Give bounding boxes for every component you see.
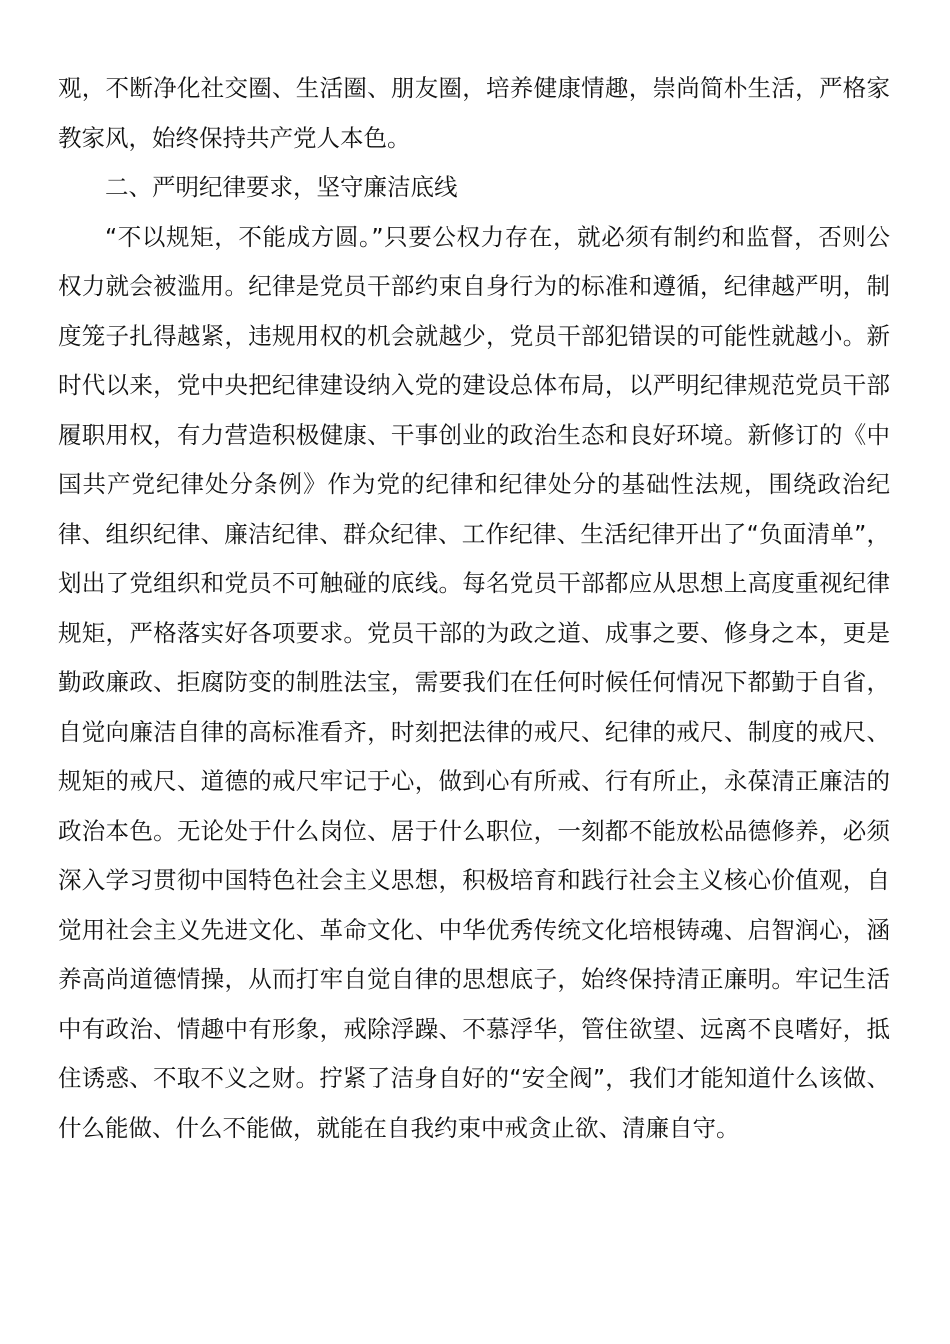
document-page xyxy=(58,64,890,1153)
body-paragraph: “不以规矩，不能成方圆。”只要公权力存在，就必须有制约和监督，否则公权力就会被滥用。纪律是党员干部约束自身行为的标准和遵循，纪律越严明，制度笼子扎得越紧，违规用权的机会就越少，党员干部犯错误的可能性就越小。新时代以来，党中央把纪律建设纳入党的建设总体布局，以严明纪律规范党员干部履职用权，有力营造积极健康、干事创业的政治生态和良好环境。新修订的《中国共产党纪律处分条例》作为党的纪律和纪律处分的基础性法规，围绕政治纪律、组织纪律、廉洁纪律、群众纪律、工作纪律、生活纪律开出了“负面清单”，划出了党组织和党员不可触碰的底线。每名党员干部都应从思想上高度重视纪律规矩，严格落实好各项要求。党员干部的为政之道、成事之要、修身之本，更是勤政廉政、拒腐防变的制胜法宝，需要我们在任何时候任何情况下都勤于自省，自觉向廉洁自律的高标准看齐，时刻把法律的戒尺、纪律的戒尺、制度的戒尺、规矩的戒尺、道德的戒尺牢记于心，做到心有所戒、行有所止，永葆清正廉洁的政治本色。无论处于什么岗位、居于什么职位，一刻都不能放松品德修养，必须深入学习贯彻中国特色社会主义思想，积极培育和践行社会主义核心价值观，自觉用社会主义先进文化、革命文化、中华优秀传统文化培根铸魂、启智润心，涵养高尚道德情操，从而打牢自觉自律的思想底子，始终保持清正廉明。牢记生活中有政治、情趣中有形象，戒除浮躁、不慕浮华，管住欲望、远离不良嗜好，抵住诱惑、不取不义之财。拧紧了洁身自好的“安全阀”，我们才能知道什么该做、什么能做、什么不能做，就能在自我约束中戒贪止欲、清廉自守。 xyxy=(58,222,890,1142)
paragraph-continued: 观，不断净化社交圈、生活圈、朋友圈，培养健康情趣，崇尚简朴生活，严格家教家风，始终保持共产党人本色。 xyxy=(58,74,890,152)
section-heading: 二、严明纪律要求，坚守廉洁底线 xyxy=(105,173,458,201)
